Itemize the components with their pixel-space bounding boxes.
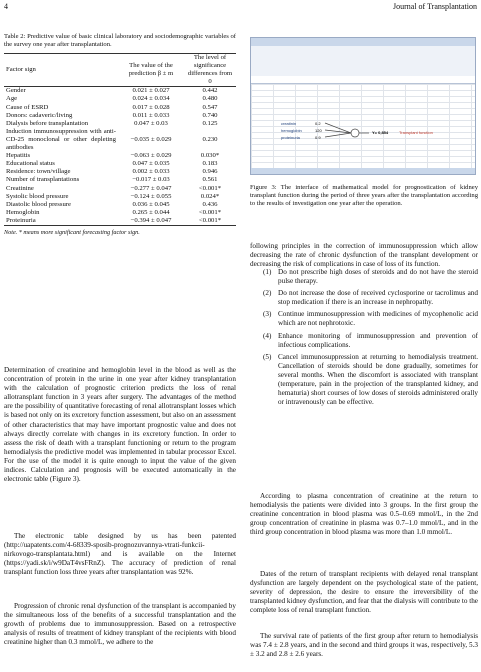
page-header: [4, 2, 477, 14]
significance-cell: 0.442: [202, 87, 218, 95]
output-value: Y= 0,854: [372, 130, 389, 135]
model-diagram: [251, 38, 475, 174]
significance-cell: 0.125: [202, 119, 218, 127]
significance-cell: 0.436: [202, 200, 218, 208]
significance-cell: 0.561: [202, 176, 218, 184]
output-note: Transplant function: [399, 130, 433, 135]
list-item: [263, 289, 478, 307]
significance-cell: 0.740: [202, 111, 218, 119]
significance-cell: 0.183: [202, 160, 218, 168]
right-paragraph-3: Dates of the return of transplant recipients with delayed renal transplant dysfunction are largely dependent on the psychological state of the patient, severity of depression, the desire to ensure the irreversibility of the transplanted kidney dysfunction, and fear that the dialysis will contribute to the complete loss of renal transplant function.: [250, 570, 478, 615]
list-item: [263, 353, 478, 408]
journal-name: Journal of Transplantation: [393, 2, 477, 11]
prediction-cell: −0.394 ± 0.047: [118, 217, 184, 226]
input-value-2: 0.9: [315, 135, 321, 140]
significance-cell: 0.946: [202, 168, 218, 176]
table-row: [4, 95, 236, 103]
list-item: [263, 268, 478, 286]
prediction-cell: −0.124 ± 0.055: [130, 192, 172, 200]
table-row: [4, 217, 236, 226]
factor-cell: Proteinuria: [4, 217, 118, 226]
table-row: [4, 201, 236, 209]
input-label-0: creatinin: [281, 121, 297, 126]
prediction-cell: 0.017 ± 0.028: [132, 103, 170, 111]
prediction-cell: 0.021 ± 0.027: [132, 87, 170, 95]
table-row: [4, 176, 236, 184]
table-row: [4, 128, 236, 152]
left-paragraph-3: Progression of chronic renal dysfunction of the transplant is accompanied by the simultaneous loss of the benefits of a successful transplantation and the growth of problems due to immunosuppression. Based on a retrospective analysis of results of treatment of kidney transplant of the recipients with blood creatinine higher than 0.3 mmol/L, we adhere to the: [4, 602, 236, 647]
input-label-2: proteinuria: [281, 135, 300, 140]
table-block: [4, 53, 236, 331]
table-row: [4, 87, 236, 96]
list-item-number: (3): [263, 310, 272, 319]
prediction-cell: 0.036 ± 0.045: [132, 200, 170, 208]
significance-cell: 0.024*: [200, 192, 220, 200]
list-item-text: Continue immunosuppression with medicines of mycophenolic acid which are not nephrotoxic.: [278, 310, 478, 328]
prediction-cell: −0.017 ± 0.03: [132, 176, 170, 184]
list-item-text: Cancel immunosuppression at returning to hemodialysis treatment. Cancellation of steroids should be done gradually, sometimes for several months. When the discomfort is associated with transplant (temperature, pain in the projection of the transplanted kidney, and hematuria) short courses of low doses of steroids administered orally or intravenously can be effective.: [278, 352, 478, 407]
prediction-cell: 0.002 ± 0.033: [132, 168, 170, 176]
table-row: [4, 120, 236, 128]
right-paragraph-4: The survival rate of patients of the first group after return to hemodialysis was 7.4 ± 2.8 years, and in the second and third groups it was, respectively, 5.3 ± 3.2 and 2.8 ± 2.6 years.: [250, 632, 478, 659]
significance-cell: <0.001*: [198, 184, 222, 192]
right-paragraph-1: following principles in the correction of immunosuppression which allow decreasing the rate of chronic dysfunction of the transplant development or decreasing the risk of complications in case of loss of its function.: [250, 242, 478, 269]
significance-cell: <0.001*: [198, 208, 222, 216]
table-row: [4, 193, 236, 201]
figure-spreadsheet: [250, 37, 476, 175]
list-item-number: (1): [263, 268, 272, 276]
factor-cell: Educational status: [6, 160, 55, 168]
list-item: [263, 332, 478, 350]
list-item-number: (5): [263, 352, 272, 361]
prediction-cell: 0.024 ± 0.034: [132, 95, 170, 103]
list-item-number: (4): [263, 331, 272, 340]
factor-cell: Systolic blood pressure: [6, 192, 69, 200]
list-item: [263, 310, 478, 328]
table-row: [4, 185, 236, 193]
factor-cell: Donors: cadaveric/living: [6, 111, 73, 119]
table-note: Note. * means more significant forecasting factor sign.: [4, 228, 140, 236]
factor-cell: Diastolic blood pressure: [6, 200, 72, 208]
factor-cell: Age: [6, 95, 18, 103]
factor-cell: Creatinine: [6, 184, 34, 192]
left-paragraph-1: Determination of creatinine and hemoglobin level in the blood as well as the concentration of protein in the urine in one year after kidney transplantation with the calculation of prognostic criterion predicts the loss of renal allotransplant function in 3 years after surgery. The advantages of the method are the possibility of quantitative forecasting of renal allotransplant losses which is based not only on its excretory function assessment, but also on an assessment of other characteristics that may have important prognostic value and does not always directly correlate with changes in its excretory function. In order to assess the risk of death with a transplant functioning or return to the program hemodialysis the predictive model was implemented in tabular processor Excel. For the use of the model it is quite enough to input the value of the given indices. Calculation and prognosis will be executed automatically in the electronic table (Figure 3).: [4, 366, 236, 484]
table-row: [4, 160, 236, 168]
input-label-1: hemoglobin: [281, 128, 302, 133]
data-table: [4, 54, 236, 226]
list-item-text: Do not prescribe high doses of steroids and do not have the steroid pulse therapy.: [278, 268, 478, 286]
significance-cell: 0.480: [202, 95, 218, 103]
prediction-cell: −0.277 ± 0.047: [130, 184, 172, 192]
col-header-significance: The level of significance differences from 0: [184, 54, 236, 87]
list-item-text: Enhance monitoring of immunosuppression and prevention of infectious complications.: [278, 331, 478, 349]
prediction-cell: 0.047 ± 0.035: [132, 160, 170, 168]
factor-cell: Residence: town/village: [6, 168, 71, 176]
table-row: [4, 152, 236, 160]
significance-cell: 0.547: [202, 103, 218, 111]
significance-cell: <0.001*: [184, 217, 236, 226]
table-row: [4, 104, 236, 112]
significance-cell: 0.030*: [200, 152, 220, 160]
col-header-factor: Factor sign: [4, 54, 118, 87]
list-item-text: Do not increase the dose of received cyclosporine or tacrolimus and stop medication if there is an increase in nephropathy.: [278, 289, 478, 307]
table-row: [4, 209, 236, 217]
input-value-0: 0.2: [315, 121, 321, 126]
factor-cell: Gender: [6, 87, 26, 95]
factor-cell: Hepatitis: [6, 152, 31, 160]
input-value-1: 120: [315, 128, 322, 133]
prediction-cell: −0.063 ± 0.029: [130, 152, 172, 160]
right-paragraph-2: According to plasma concentration of creatinine at the return to hemodialysis the patients were divided into 3 groups. In the first group the creatinine concentration in blood plasma was 0.5–0.69 mmol/L, in the 2nd group concentration of creatinine in plasma was 0.7–1.0 mmol/L, and in the third group concentration in blood plasma was more than 1.0 mmol/L.: [250, 492, 478, 537]
recommendation-list: [263, 268, 478, 410]
factor-cell: Induction immunosuppression with anti-CD-25 monoclonal or other depleting antibodies: [6, 127, 116, 152]
prediction-cell: −0.035 ± 0.029: [130, 135, 172, 143]
prediction-cell: 0.265 ± 0.044: [132, 208, 170, 216]
list-item-number: (2): [263, 289, 272, 298]
figure-caption: Figure 3: The interface of mathematical model for prognostication of kidney transplant function during the period of three years after the transplantation according to the results of investigation one year after the operation.: [250, 184, 478, 208]
table-row: [4, 112, 236, 120]
prediction-cell: 0.047 ± 0.03: [134, 119, 168, 127]
prediction-cell: 0.011 ± 0.033: [132, 111, 170, 119]
factor-cell: Hemoglobin: [6, 208, 40, 216]
factor-cell: Cause of ESRD: [6, 103, 49, 111]
left-paragraph-2: The electronic table designed by us has been patented (http://uapatents.com/4-68339-sposib-prognozuvannya-vtrati-funkcii-nirkovogo-transplantata.html) and is available on the Internet (https://yadi.sk/i/w9DaT4vsFRnZ). The accuracy of prediction of renal transplant function loss three years after transplantation was 92%.: [4, 532, 236, 577]
factor-cell: Number of transplantations: [6, 176, 80, 184]
factor-cell: Dialysis before transplantation: [6, 119, 89, 127]
significance-cell: 0.230: [202, 135, 218, 143]
table-row: [4, 168, 236, 176]
table-caption: Table 2: Predictive value of basic clinical laboratory and sociodemographic variables of the survey one year after transplantation.: [4, 33, 236, 49]
page-number: 4: [4, 2, 8, 11]
col-header-prediction: The value of the prediction β ± m: [118, 54, 184, 87]
